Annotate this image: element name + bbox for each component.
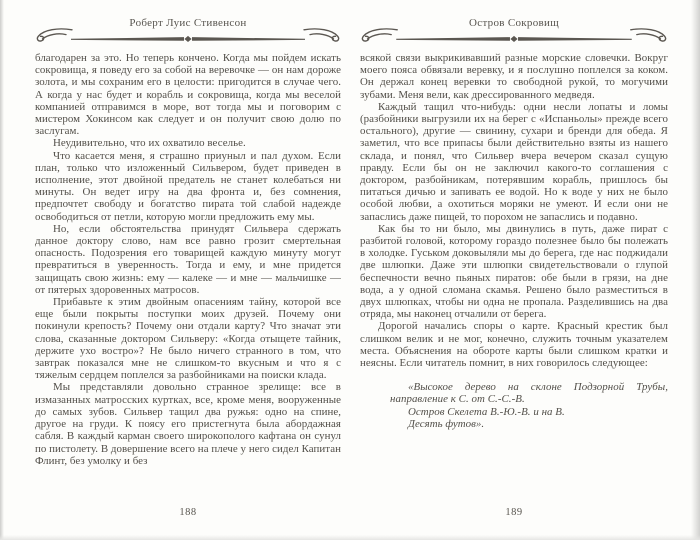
- page-header-right: [360, 0, 668, 50]
- page-number-right: 189: [505, 507, 523, 518]
- paragraph: благодарен за это. Но теперь кончено. Когда мы пойдем искать сокровища, я поведу его за собой на веревочке — он нам дороже золота, и мы сохраним его в целости: пригодится в случае чего. А когда у нас будет и корабль и сокровища, когда мы веселой компанией отправимся в море, вот тогда мы и поговорим с мистером Хокинсом как следует и он получит свою долю по заслугам.: [35, 52, 341, 138]
- paragraph: всякой связи выкрикивавший разные морские словечки. Вокруг моего пояса обвязали веревку, и я послушно поплелся за коком. Он держал конец веревки то свободной рукой, то могучими зубами. Меня вели, как дрессированного медведя.: [360, 52, 668, 101]
- paragraph: Дорогой начались споры о карте. Красный крестик был слишком велик и не мог, конечно, служить точным указателем места. Объяснения на обороте карты были слишком кратки и неясны. Если читатель помнит, в них говорилось следующее:: [360, 320, 668, 370]
- scan-edge-bottom: [0, 535, 700, 540]
- header-flourish-rule-icon: [360, 26, 668, 47]
- paragraph: Как бы то ни было, мы двинулись в путь, даже пират с разбитой головой, которому гораздо полезнее было бы полежать в холодке. Гуськом доковыляли мы до берега, где нас поджидали две шлюпки. Даже эти шлюпки свидетельствовали о глупой беспечности вечно пьяных пиратов: обе были в грязи, на дне вода, а у одной сломана скамья. Решено было разместиться в двух шлюпках, чтобы ни одна не пропала. Разделившись на два отряда, мы наконец отчалили от берега.: [360, 222, 668, 321]
- scan-edge-right: [691, 0, 700, 540]
- page-left: [35, 0, 341, 540]
- page-body-right: [360, 52, 668, 504]
- running-title-author: Роберт Луис Стивенсон: [129, 17, 247, 29]
- quote-line: «Высокое дерево на склоне Подзорной Трубы, направление к С. от С.-С.-В.: [390, 381, 668, 406]
- running-title-book: Остров Сокровищ: [469, 17, 559, 29]
- paragraph: Прибавьте к этим двойным опасениям тайну, которой все еще были покрыты поступки моих друзей. Почему они покинули крепость? Почему они отдали карту? Что значат эти слова, сказанные доктором Сильверу: «Когда отыщете тайник, держите ухо востро»? Не было ничего странного в том, что завтрак показался мне не слишком-то вкусным и что я с тяжелым сердцем поплелся за разбойниками на поиски клада.: [35, 296, 341, 382]
- page-number-left: 188: [179, 507, 197, 518]
- paragraph: Но, если обстоятельства принудят Сильвера сдержать данное доктору слово, нам все равно грозит смертельная опасность. Подозрения его товарищей каждую минуту могут превратиться в уверенность. Тогда и ему, и мне придется защищать свою жизнь: ему — калеке — и мне — мальчишке — от пятерых здоровенных матросов.: [35, 222, 341, 296]
- map-inscription-quote: [390, 381, 668, 430]
- paragraph: Каждый тащил что-нибудь: одни несли лопаты и ломы (разбойники выгрузили их на берег с «Испаньолы» прежде всего остального), другие — свинину, сухари и бренди для обеда. Я заметил, что все припасы были действительно взяты из нашего склада, и понял, что Сильвер вчера вечером сказал сущую правду. Если бы он не заключил какого-то соглашения с доктором, разбойникам, потерявшим корабль, пришлось бы питаться дичью и запивать ее водой. Но к воде у них не было особой любви, а охотиться моряки не умеют. И если они не запаслись даже пищей, то порохом не запаслись и подавно.: [360, 100, 668, 223]
- header-flourish-rule-icon: [35, 26, 341, 47]
- page-body-left: [35, 52, 341, 504]
- page-header-left: [35, 0, 341, 50]
- page-right: [360, 0, 668, 540]
- quote-line: Остров Скелета В.-Ю.-В. и на В.: [408, 405, 565, 418]
- paragraph: Неудивительно, что их охватило веселье.: [53, 137, 246, 150]
- quote-line: Десять футов».: [408, 417, 485, 430]
- scan-edge-left: [0, 0, 4, 540]
- paragraph: Что касается меня, я страшно приуныл и пал духом. Если план, только что изложенный Сильвером, будет приведен в исполнение, этот двойной предатель не станет колебаться ни минуты. Он ведет игру на два фронта и, без сомнения, предпочтет свободу и богатство пирата той слабой надежде освободиться от петли, которую могли предложить ему мы.: [35, 149, 341, 223]
- paragraph: Мы представляли довольно странное зрелище: все в измазанных матросских куртках, все, кроме меня, вооруженные до самых зубов. Сильвер тащил два ружья: одно на спине, другое на груди. К поясу его пристегнута была абордажная сабля. В каждый карман своего широкополого кафтана он сунул по пистолету. В довершение всего на плече у него сидел Капитан Флинт, без умолку и без: [35, 381, 341, 467]
